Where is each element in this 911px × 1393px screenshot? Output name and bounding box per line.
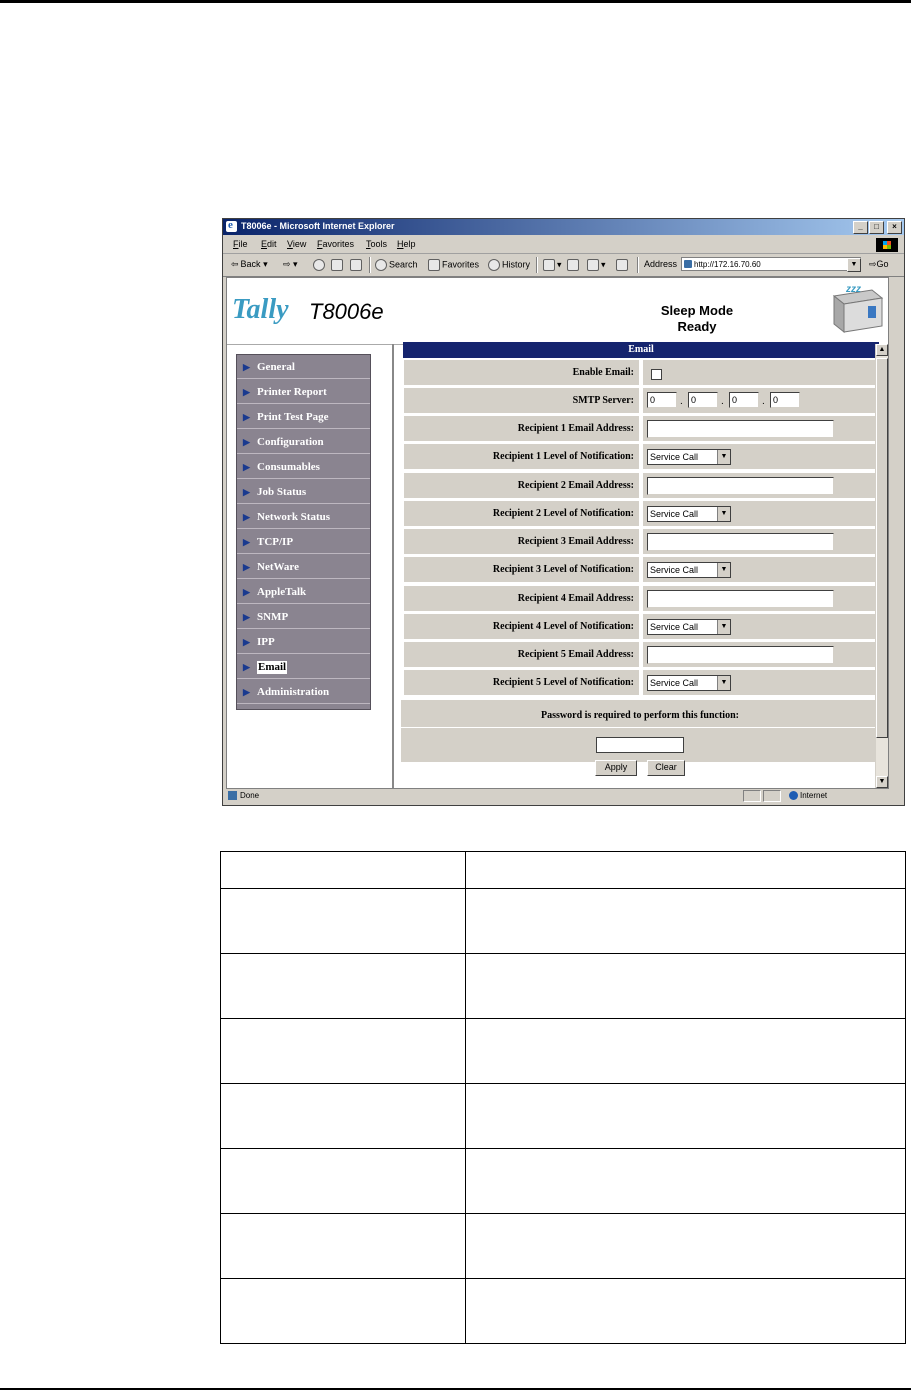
recipient-3-address-label: Recipient 3 Email Address: [403, 528, 640, 555]
back-arrow-icon: ⇦ [231, 259, 239, 270]
table-cell [466, 1084, 906, 1149]
ie-icon [226, 221, 237, 232]
recipient-4-level-select[interactable] [647, 619, 731, 635]
sidebar-item-label: Job Status [257, 486, 307, 498]
menu-file[interactable]: File [233, 239, 248, 249]
table-cell [466, 1019, 906, 1084]
form-row [403, 556, 879, 583]
stop-button[interactable] [313, 259, 327, 271]
word-icon [587, 259, 599, 271]
toolbar [223, 254, 904, 277]
home-icon [350, 259, 362, 271]
discuss-button[interactable] [616, 259, 630, 271]
search-button[interactable] [375, 259, 418, 271]
sidebar-item-administration[interactable] [237, 680, 370, 704]
recipient-5-address-input[interactable] [647, 646, 834, 664]
scroll-down-icon[interactable]: ▼ [876, 776, 888, 788]
print-icon [567, 259, 579, 271]
go-arrow-icon: ⇨ [869, 259, 877, 269]
sidebar-item-label: IPP [257, 636, 275, 648]
sidebar-item-label: Printer Report [257, 386, 327, 398]
history-button[interactable] [488, 259, 530, 271]
status-panel [743, 790, 761, 802]
triangle-right-icon: ▶ [243, 562, 250, 572]
table-cell [221, 1214, 466, 1279]
smtp-octet-4-input[interactable]: 0 [770, 392, 800, 408]
menu-favorites[interactable]: Favorites [317, 239, 355, 249]
password-input[interactable] [596, 737, 684, 753]
favorites-button[interactable] [428, 259, 479, 271]
table-cell [466, 954, 906, 1019]
enable-email-checkbox[interactable] [651, 369, 662, 380]
triangle-right-icon: ▶ [243, 637, 250, 647]
password-section [401, 700, 879, 762]
sidebar-item-label: Configuration [257, 436, 324, 448]
address-label: Address [644, 259, 678, 269]
address-dropdown-button[interactable]: ▼ [847, 258, 861, 272]
page-top-rule [0, 0, 911, 3]
recipient-1-level-select[interactable] [647, 449, 731, 465]
back-label: Back [240, 259, 261, 269]
go-button[interactable] [869, 259, 889, 270]
ip-dot: . [721, 396, 724, 407]
search-icon [375, 259, 387, 271]
sidebar-item-netware[interactable] [237, 555, 370, 579]
table-cell [466, 1149, 906, 1214]
triangle-right-icon: ▶ [243, 587, 250, 597]
triangle-right-icon: ▶ [243, 462, 250, 472]
recipient-5-level-label: Recipient 5 Level of Notification: [403, 669, 640, 696]
web-page [226, 277, 889, 789]
select-value: Service Call [650, 509, 699, 519]
table-cell [221, 1019, 466, 1084]
sidebar-item-label: General [257, 361, 295, 373]
recipient-4-address-input[interactable] [647, 590, 834, 608]
windows-logo-icon [876, 238, 898, 252]
table-row [221, 954, 906, 1019]
recipient-1-address-label: Recipient 1 Email Address: [403, 415, 640, 442]
sidebar-item-label: Email [258, 661, 287, 673]
svg-text:zzz: zzz [846, 284, 861, 295]
smtp-octet-3-input[interactable]: 0 [729, 392, 759, 408]
form-row [403, 443, 879, 470]
forward-button[interactable]: ⇨ ▾ [283, 259, 298, 269]
sidebar-item-label: AppleTalk [257, 586, 307, 598]
favorites-label: Favorites [442, 259, 480, 270]
table-cell [466, 852, 906, 889]
triangle-right-icon: ▶ [243, 612, 250, 622]
table-row [221, 1084, 906, 1149]
go-label: Go [876, 259, 889, 269]
chevron-down-icon: ▼ [717, 450, 730, 464]
window-title: T8006e - Microsoft Internet Explorer [241, 221, 395, 231]
table-row [221, 1279, 906, 1344]
edit-button[interactable]: ▾ [587, 259, 606, 271]
table-cell [466, 1279, 906, 1344]
select-value: Service Call [650, 678, 699, 688]
sidebar-item-snmp[interactable] [237, 605, 370, 629]
frame-divider[interactable] [392, 344, 394, 788]
minimize-button[interactable]: _ [853, 221, 868, 234]
sidebar-item-label: TCP/IP [257, 536, 294, 548]
table-cell [221, 1149, 466, 1214]
form-row [403, 387, 879, 414]
triangle-right-icon: ▶ [243, 487, 250, 497]
scroll-up-icon[interactable]: ▲ [876, 344, 888, 356]
triangle-right-icon: ▶ [243, 512, 250, 522]
form-row [403, 359, 879, 386]
sidebar-nav [236, 354, 371, 710]
security-zone: Internet [800, 791, 828, 800]
brand-logo: Tally [232, 294, 289, 325]
recipient-3-level-select[interactable] [647, 562, 731, 578]
table-cell [221, 1279, 466, 1344]
address-value: http://172.16.70.60 [694, 260, 761, 269]
menu-bar [223, 236, 904, 254]
clear-button[interactable]: Clear [647, 760, 685, 776]
sidebar-item-label: SNMP [257, 611, 289, 623]
table-cell [466, 889, 906, 954]
table-row [221, 889, 906, 954]
favorites-icon [428, 259, 440, 271]
discuss-icon [616, 259, 628, 271]
triangle-right-icon: ▶ [243, 412, 250, 422]
table-cell [221, 1084, 466, 1149]
sidebar-item-label: Consumables [257, 461, 320, 473]
recipient-1-level-label: Recipient 1 Level of Notification: [403, 443, 640, 470]
form-row [403, 669, 879, 696]
triangle-right-icon: ▶ [243, 687, 250, 697]
internet-zone-icon [789, 791, 798, 800]
table-cell [221, 889, 466, 954]
print-button[interactable] [567, 259, 581, 271]
form-title: Email [403, 342, 879, 358]
printer-status-state: Ready [677, 319, 717, 334]
form-row [403, 585, 879, 612]
status-text: Done [240, 791, 260, 800]
address-bar[interactable] [681, 257, 861, 271]
history-label: History [502, 259, 531, 270]
search-label: Search [389, 259, 418, 270]
form-row [403, 472, 879, 499]
chevron-down-icon: ▼ [717, 620, 730, 634]
sidebar-item-label: NetWare [257, 561, 299, 573]
smtp-server-label: SMTP Server: [403, 387, 640, 414]
mail-icon [543, 259, 555, 271]
browser-window [222, 218, 905, 806]
select-value: Service Call [650, 622, 699, 632]
maximize-button[interactable]: □ [869, 221, 884, 234]
sidebar-item-tcpip[interactable] [237, 530, 370, 554]
page-icon [684, 260, 692, 268]
menu-view[interactable]: View [287, 239, 307, 249]
triangle-right-icon: ▶ [243, 437, 250, 447]
printer-image [828, 280, 886, 336]
description-table [220, 851, 906, 1344]
table-row [221, 1149, 906, 1214]
table-row [221, 1019, 906, 1084]
sidebar-item-configuration[interactable] [237, 430, 370, 454]
table-cell [221, 954, 466, 1019]
status-bar [226, 789, 901, 803]
recipient-2-level-label: Recipient 2 Level of Notification: [403, 500, 640, 527]
chevron-down-icon: ▼ [717, 507, 730, 521]
chevron-down-icon: ▼ [717, 563, 730, 577]
recipient-5-address-label: Recipient 5 Email Address: [403, 641, 640, 668]
recipient-3-address-input[interactable] [647, 533, 834, 551]
form-row [403, 500, 879, 527]
triangle-right-icon: ▶ [243, 537, 250, 547]
sidebar-item-printer-report[interactable] [237, 380, 370, 404]
table-row [221, 1214, 906, 1279]
form-row [403, 613, 879, 640]
triangle-right-icon: ▶ [243, 362, 250, 372]
table-cell [221, 852, 466, 889]
sidebar-item-ipp[interactable] [237, 630, 370, 654]
sidebar-item-label: Network Status [257, 511, 331, 523]
table-cell [466, 1214, 906, 1279]
sidebar-item-appletalk[interactable] [237, 580, 370, 604]
enable-email-label: Enable Email: [403, 359, 640, 386]
smtp-octet-1-input[interactable]: 0 [647, 392, 677, 408]
menu-tools[interactable]: Tools [366, 239, 388, 249]
table-header-row [221, 852, 906, 889]
history-icon [488, 259, 500, 271]
select-value: Service Call [650, 452, 699, 462]
home-button[interactable] [350, 259, 364, 271]
smtp-octet-2-input[interactable]: 0 [688, 392, 718, 408]
stop-icon [313, 259, 325, 271]
ip-dot: . [762, 396, 765, 407]
recipient-4-address-label: Recipient 4 Email Address: [403, 585, 640, 612]
recipient-4-level-label: Recipient 4 Level of Notification: [403, 613, 640, 640]
select-value: Service Call [650, 565, 699, 575]
sidebar-item-print-test-page[interactable] [237, 405, 370, 429]
printer-status-mode: Sleep Mode [660, 303, 734, 318]
recipient-2-address-label: Recipient 2 Email Address: [403, 472, 640, 499]
refresh-icon [331, 259, 343, 271]
form-row [403, 528, 879, 555]
sidebar-item-job-status[interactable] [237, 480, 370, 504]
model-name: T8006e [309, 299, 384, 324]
form-row [403, 415, 879, 442]
triangle-right-icon: ▶ [243, 662, 250, 672]
recipient-3-level-label: Recipient 3 Level of Notification: [403, 556, 640, 583]
close-button[interactable]: × [887, 221, 902, 234]
recipient-2-level-select[interactable] [647, 506, 731, 522]
form-row [403, 641, 879, 668]
sidebar-item-label: Print Test Page [257, 411, 329, 423]
password-prompt: Password is required to perform this function: [541, 710, 739, 721]
page-bottom-rule [0, 1388, 911, 1390]
sidebar-item-label: Administration [257, 686, 330, 698]
triangle-right-icon: ▶ [243, 387, 250, 397]
vertical-scrollbar[interactable] [875, 344, 888, 788]
apply-button[interactable]: Apply [595, 760, 637, 776]
recipient-5-level-select[interactable] [647, 675, 731, 691]
page-done-icon [228, 791, 237, 800]
menu-help[interactable]: Help [397, 239, 416, 249]
sidebar-item-email[interactable] [237, 655, 370, 679]
ip-dot: . [680, 396, 683, 407]
back-button[interactable]: ⇦ Back ▾ [231, 259, 268, 270]
sidebar-item-network-status[interactable] [237, 505, 370, 529]
menu-edit[interactable]: Edit [261, 239, 277, 249]
recipient-1-address-input[interactable] [647, 420, 834, 438]
chevron-down-icon: ▼ [717, 676, 730, 690]
title-bar[interactable] [223, 219, 904, 235]
sidebar-item-general[interactable] [237, 355, 370, 379]
scroll-thumb[interactable] [876, 358, 888, 738]
sidebar-item-consumables[interactable] [237, 455, 370, 479]
page-header [227, 278, 888, 345]
mail-button[interactable]: ▾ [543, 259, 562, 271]
refresh-button[interactable] [331, 259, 345, 271]
status-panel [763, 790, 781, 802]
recipient-2-address-input[interactable] [647, 477, 834, 495]
